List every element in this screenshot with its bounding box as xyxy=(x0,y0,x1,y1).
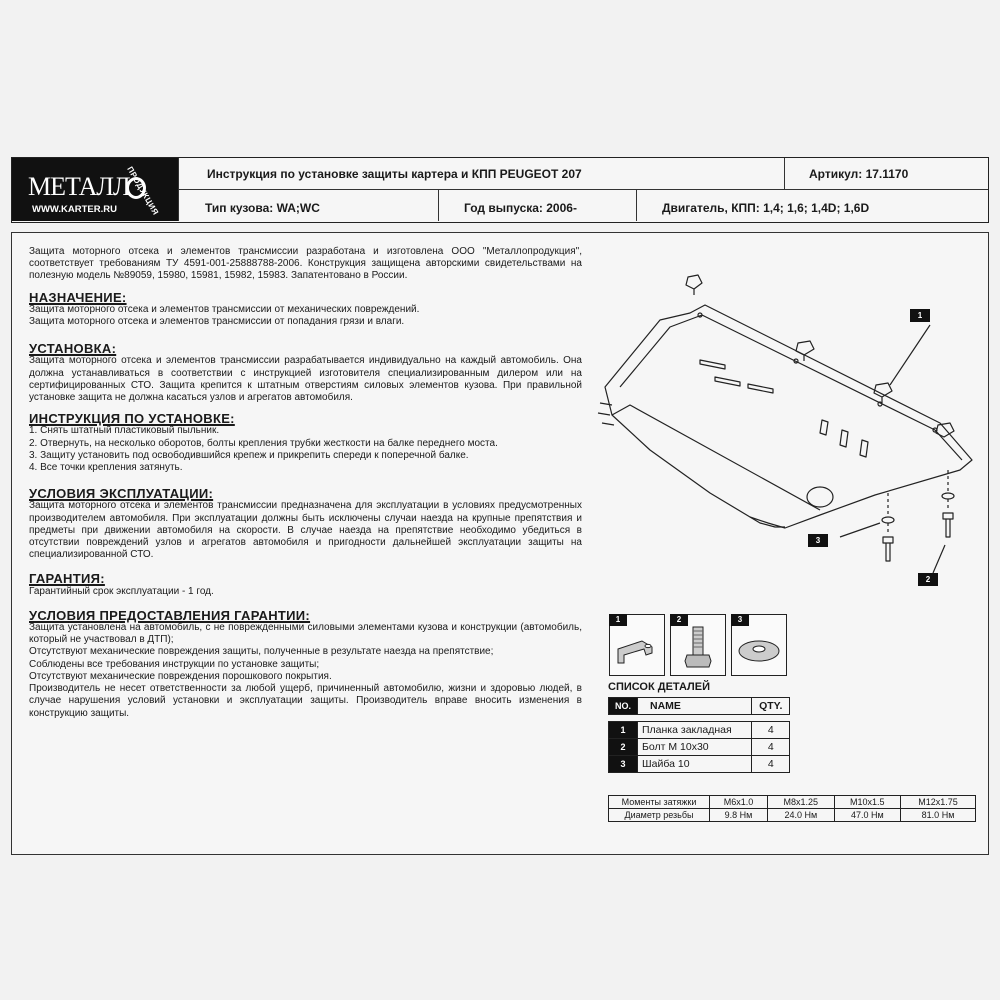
doc-title: Инструкция по установке защиты картера и КПП PEUGEOT 207 xyxy=(207,167,582,181)
bracket-icon xyxy=(936,423,954,437)
torque-value: 9.8 Нм xyxy=(710,809,768,822)
instruction-step: 2. Отвернуть, на несколько оборотов, болты крепления трубки жесткости на балке переднего моста. xyxy=(29,437,498,449)
leader-line xyxy=(890,325,930,385)
section-title-warranty: ГАРАНТИЯ: xyxy=(29,571,105,587)
section-title-purpose: НАЗНАЧЕНИЕ: xyxy=(29,289,127,305)
section-title-warranty-conditions: УСЛОВИЯ ПРЕДОСТАВЛЕНИЯ ГАРАНТИИ: xyxy=(29,607,311,623)
warranty-text: Гарантийный срок эксплуатации - 1 год. xyxy=(29,585,214,597)
bolt-icon xyxy=(883,537,893,561)
part-name: Планка закладная xyxy=(638,722,752,739)
col-name-header: NAME xyxy=(638,698,752,715)
thread-size: M6x1.0 xyxy=(710,796,768,809)
callout-1: 1 xyxy=(910,309,930,322)
part-name: Болт М 10х30 xyxy=(638,739,752,756)
part-no: 1 xyxy=(609,722,638,739)
text-column xyxy=(29,246,582,720)
col-qty-header: QTY. xyxy=(752,698,790,715)
skid-plate-bevel xyxy=(620,315,962,460)
purpose-line: Защита моторного отсека и элементов трансмиссии от механических повреждений. xyxy=(29,303,420,315)
thread-size: M12x1.75 xyxy=(901,796,976,809)
warranty-condition-line: Отсутствуют механические повреждения защиты, полученные в результате наезда на препятствие; xyxy=(29,646,494,658)
logo-side-text: ПРОДУКЦИЯ xyxy=(125,165,161,217)
skid-plate-bevel xyxy=(612,405,820,510)
instruction-step: 4. Все точки крепления затянуть. xyxy=(29,462,183,474)
leader-line xyxy=(933,545,945,573)
engine-info: Двигатель, КПП: 1,4; 1,6; 1,4D; 1,6D xyxy=(662,201,870,215)
torque-value: 81.0 Нм xyxy=(901,809,976,822)
header xyxy=(11,157,989,223)
torque-size-row xyxy=(609,796,976,809)
part-card-1 xyxy=(609,614,665,676)
part-card-2 xyxy=(670,614,726,676)
slot xyxy=(748,384,773,393)
part-card-number: 3 xyxy=(731,614,749,626)
section-title-instructions: ИНСТРУКЦИЯ ПО УСТАНОВКЕ: xyxy=(29,411,235,427)
col-no-header: NO. xyxy=(609,698,638,715)
thread-size: M10x1.5 xyxy=(834,796,901,809)
access-hole xyxy=(807,487,833,507)
table-header-row xyxy=(609,698,790,715)
logo-text: МЕТАЛЛ xyxy=(28,172,130,201)
torque-table xyxy=(608,795,976,822)
install-text: Защита моторного отсека и элементов трансмиссии разрабатывается индивидуально на каждый автомобиль. Она должна устанавливаться в соответствии с инструкцией изготовителя специализированным дилером или на сертифицированных СТО. Защита крепится к штатным отверстиям силовых элементов кузова. При правильной установке защита не должна касаться узлов и агрегатов автомобиля. xyxy=(29,355,582,404)
bolt-icon xyxy=(943,513,953,537)
part-no: 2 xyxy=(609,739,638,756)
part-card-number: 2 xyxy=(670,614,688,626)
table-row xyxy=(609,756,790,773)
part-qty: 4 xyxy=(752,722,790,739)
torque-row-label: Диаметр резьбы xyxy=(609,809,710,822)
section-title-install: УСТАНОВКА: xyxy=(29,341,117,357)
parts-table xyxy=(608,697,790,773)
header-divider xyxy=(178,158,179,221)
callout-2: 2 xyxy=(918,573,938,586)
operation-text: Защита моторного отсека и элементов трансмиссии предназначена для эксплуатации в условиях предусмотренных производителем автомобиля. При эксплуатации должны быть исключены случаи наезда на крупные препятствия и предметы при движении автомобиля на скорости. В случае наезда на препятствие необходимо убедиться в отсутствии повреждений узлов и агрегатов автомобиля и пригодности дальнейшей эксплуатации защиты на специализированной СТО. xyxy=(29,500,582,561)
instruction-step: 1. Снять штатный пластиковый пыльник. xyxy=(29,425,220,437)
torque-value: 24.0 Нм xyxy=(768,809,835,822)
header-divider xyxy=(784,158,785,189)
torque-value: 47.0 Нм xyxy=(834,809,901,822)
intro-text: Защита моторного отсека и элементов трансмиссии разработана и изготовлена ООО "Металлопродукция", соответствует требованиям ТУ 4591-001-25888788-2006. Конструкция защищена авторскими свидетельствами на полезную модель №89059, 15980, 15981, 15982, 15983. Запатентовано в России. xyxy=(29,246,582,282)
warranty-condition-line: Соблюдены все требования инструкции по установке защиты; xyxy=(29,658,320,670)
slot xyxy=(860,440,868,457)
part-qty: 4 xyxy=(752,739,790,756)
article-number: Артикул: 17.1170 xyxy=(809,167,909,181)
bracket-icon xyxy=(874,383,892,403)
part-card-number: 1 xyxy=(609,614,627,626)
bracket-icon xyxy=(686,275,702,295)
instruction-step: 3. Защиту установить под освободившийся крепеж и прикрепить спереди к поперечной балке. xyxy=(29,449,469,461)
header-divider xyxy=(636,189,637,221)
purpose-line: Защита моторного отсека и элементов трансмиссии от попадания грязи и влаги. xyxy=(29,316,405,328)
leader-line xyxy=(840,523,880,537)
warranty-conditions-p1: Защита установлена на автомобиль, с не поврежденными силовыми элементами кузова и конструкции (автомобиль, который не участвовал в ДТП); xyxy=(29,622,582,646)
part-no: 3 xyxy=(609,756,638,773)
slot xyxy=(700,360,725,369)
section-title-operation: УСЛОВИЯ ЭКСПЛУАТАЦИИ: xyxy=(29,486,214,502)
torque-value-row xyxy=(609,809,976,822)
body-type: Тип кузова: WA;WC xyxy=(205,201,320,215)
table-row xyxy=(609,739,790,756)
part-card-3 xyxy=(731,614,787,676)
production-year: Год выпуска: 2006- xyxy=(464,201,577,215)
slot xyxy=(715,377,740,386)
header-divider xyxy=(178,189,988,190)
dash-line xyxy=(888,470,948,535)
table-row xyxy=(609,722,790,739)
thread-size: M8x1.25 xyxy=(768,796,835,809)
callout-3: 3 xyxy=(808,534,828,547)
logo xyxy=(12,158,178,221)
slot xyxy=(820,420,828,435)
part-name: Шайба 10 xyxy=(638,756,752,773)
torque-row-label: Моменты затяжки xyxy=(609,796,710,809)
header-divider xyxy=(438,189,439,221)
slot xyxy=(840,430,848,447)
logo-url: WWW.KARTER.RU xyxy=(32,204,117,215)
warranty-conditions-p2: Производитель не несет ответственности за любой ущерб, причиненный автомобилю, жизни и здоровью людей, в случае нарушения условий установки и эксплуатации защиты. Производитель вправе вносить изменения в конструкцию защиты. xyxy=(29,683,582,719)
part-qty: 4 xyxy=(752,756,790,773)
parts-list-title: СПИСОК ДЕТАЛЕЙ xyxy=(608,681,710,693)
warranty-condition-line: Отсутствуют механические повреждения порошкового покрытия. xyxy=(29,670,332,682)
